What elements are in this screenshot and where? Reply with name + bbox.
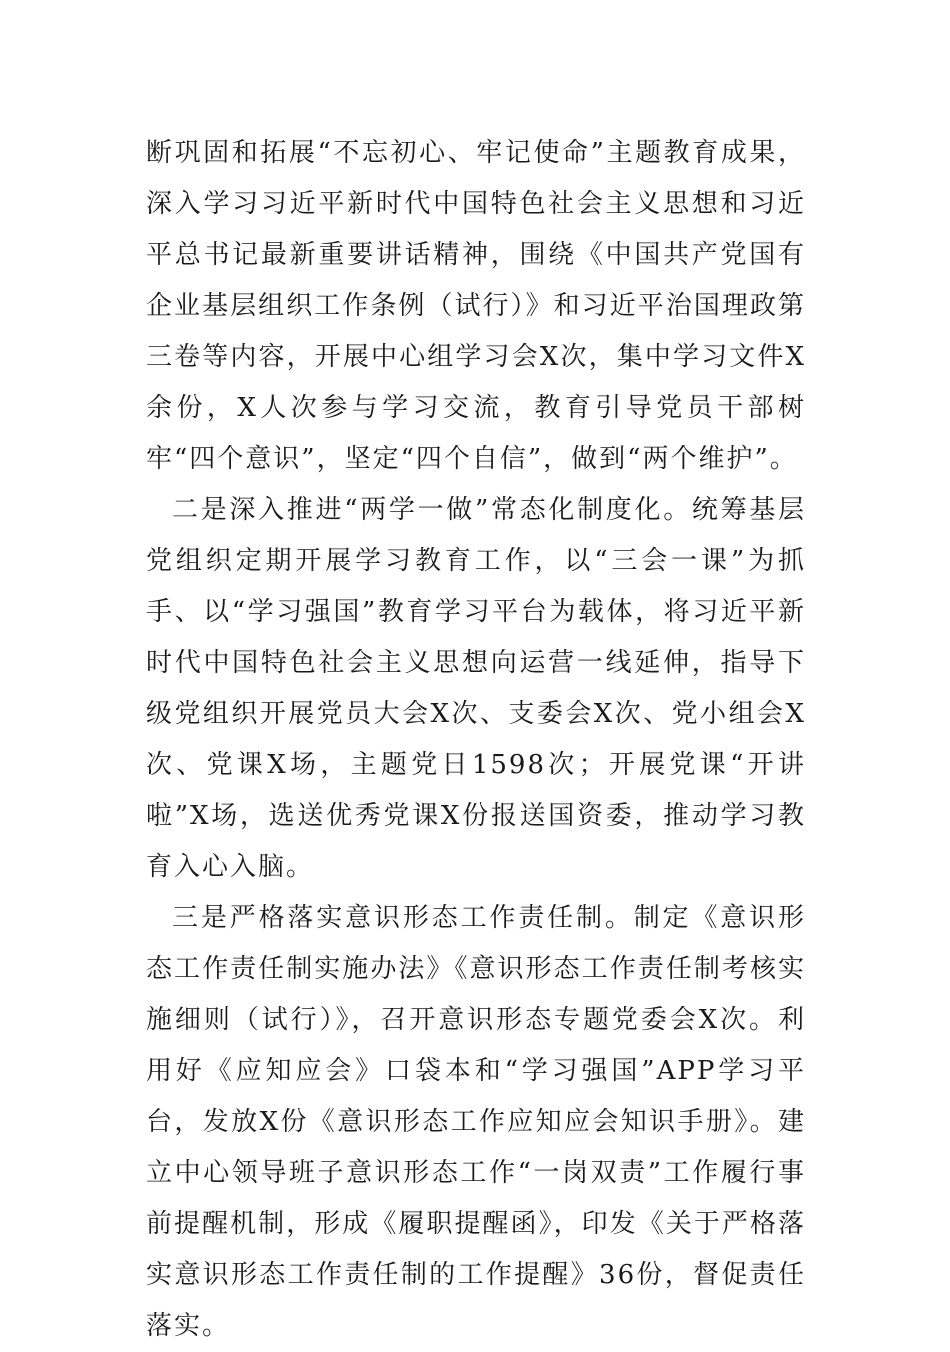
document-body <box>146 128 806 1352</box>
paragraph-continued: 断巩固和拓展“不忘初心、牢记使命”主题教育成果，深入学习习近平新时代中国特色社会主义思想和习近平总书记最新重要讲话精神，围绕《中国共产党国有企业基层组织工作条例（试行）》和习近平治国理政第三卷等内容，开展中心组学习会X次，集中学习文件X余份，X人次参与学习交流，教育引导党员干部树牢“四个意识”，坚定“四个自信”，做到“两个维护”。 <box>146 138 806 474</box>
paragraph-two-xue-yi-zuo: 二是深入推进“两学一做”常态化制度化。统筹基层党组织定期开展学习教育工作，以“三会一课”为抓手、以“学习强国”教育学习平台为载体，将习近平新时代中国特色社会主义思想向运营一线延伸，指导下级党组织开展党员大会X次、支委会X次、党小组会X次、党课X场，主题党日1598次；开展党课“开讲啦”X场，选送优秀党课X份报送国资委，推动学习教育入心入脑。 <box>146 495 806 882</box>
paragraph-ideology-responsibility: 三是严格落实意识形态工作责任制。制定《意识形态工作责任制实施办法》《意识形态工作责任制考核实施细则（试行）》，召开意识形态专题党委会X次。利用好《应知应会》口袋本和“学习强国”APP学习平台，发放X份《意识形态工作应知应会知识手册》。建立中心领导班子意识形态工作“一岗双责”工作履行事前提醒机制，形成《履职提醒函》，印发《关于严格落实意识形态工作责任制的工作提醒》36份，督促责任落实。 <box>146 903 806 1341</box>
